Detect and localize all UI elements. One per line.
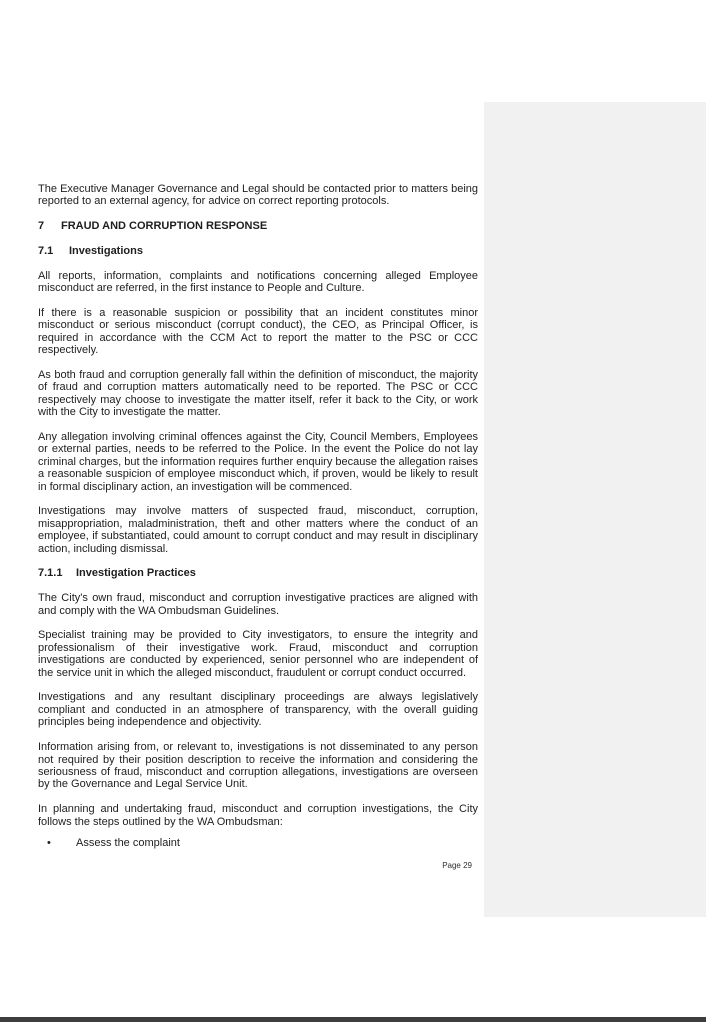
bottom-edge-bar [0,1017,706,1022]
page-number: Page 29 [442,861,472,870]
paragraph: In planning and undertaking fraud, misconduct and corruption investigations, the City follows the steps outlined by the WA Ombudsman: [38,803,478,828]
subsubsection-title: Investigation Practices [76,567,196,580]
paragraph: As both fraud and corruption generally fall within the definition of misconduct, the majority of fraud and corruption matters automatically need to be reported. The PSC or CCC respectively may choose to investigate the matter itself, refer it back to the City, or work with the City to investigate the matter. [38,369,478,419]
paragraph: Investigations may involve matters of suspected fraud, misconduct, corruption, misappropriation, maladministration, theft and other matters where the conduct of an employee, if substantiated, could amount to corrupt conduct and may result in disciplinary action, including dismissal. [38,505,478,555]
subsubsection-heading [38,567,478,579]
list-item-label: Assess the complaint [76,837,180,850]
paragraph: Information arising from, or relevant to, investigations is not disseminated to any person not required by their position description to receive the information and considering the seriousness of fraud, misconduct and corruption allegations, investigations are overseen by the Governance and Legal Service Unit. [38,741,478,791]
section-title: FRAUD AND CORRUPTION RESPONSE [61,220,268,233]
paragraph: If there is a reasonable suspicion or possibility that an incident constitutes minor misconduct or serious misconduct (corrupt conduct), the CEO, as Principal Officer, is required in accordance with the CCM Act to report the matter to the PSC or CCC respectively. [38,307,478,357]
section-number: 7 [38,220,45,233]
paragraph: The City's own fraud, misconduct and corruption investigative practices are aligned with and comply with the WA Ombudsman Guidelines. [38,592,478,617]
bullet-icon: • [47,837,51,850]
paragraph-intro: The Executive Manager Governance and Legal should be contacted prior to matters being reported to an external agency, for advice on correct reporting protocols. [38,183,478,208]
right-margin-panel [484,102,706,917]
paragraph: All reports, information, complaints and notifications concerning alleged Employee misconduct are referred, in the first instance to People and Culture. [38,269,478,295]
document-content [38,183,478,850]
page-footer [38,861,472,871]
section-heading [38,220,478,232]
subsubsection-number: 7.1.1 [38,567,63,580]
list-item [38,837,478,849]
paragraph: Investigations and any resultant disciplinary proceedings are always legislatively compliant and conducted in an atmosphere of transparency, with the overall guiding principles being independence and objectivity. [38,691,478,729]
subsection-title: Investigations [69,245,143,257]
subsection-number: 7.1 [38,245,54,257]
paragraph: Specialist training may be provided to City investigators, to ensure the integrity and professionalism of their investigative work. Fraud, misconduct and corruption investigations are conducted by experienced, senior personnel who are independent of the service unit in which the alleged misconduct, fraudulent or corrupt conduct occurred. [38,629,478,679]
paragraph: Any allegation involving criminal offences against the City, Council Members, Employees or external parties, needs to be referred to the Police. In the event the Police do not lay criminal charges, but the information requires further enquiry because the allegation raises a reasonable suspicion of employee misconduct which, if proven, would be likely to result in formal disciplinary action, an investigation will be commenced. [38,431,478,493]
subsection-heading [38,245,478,257]
